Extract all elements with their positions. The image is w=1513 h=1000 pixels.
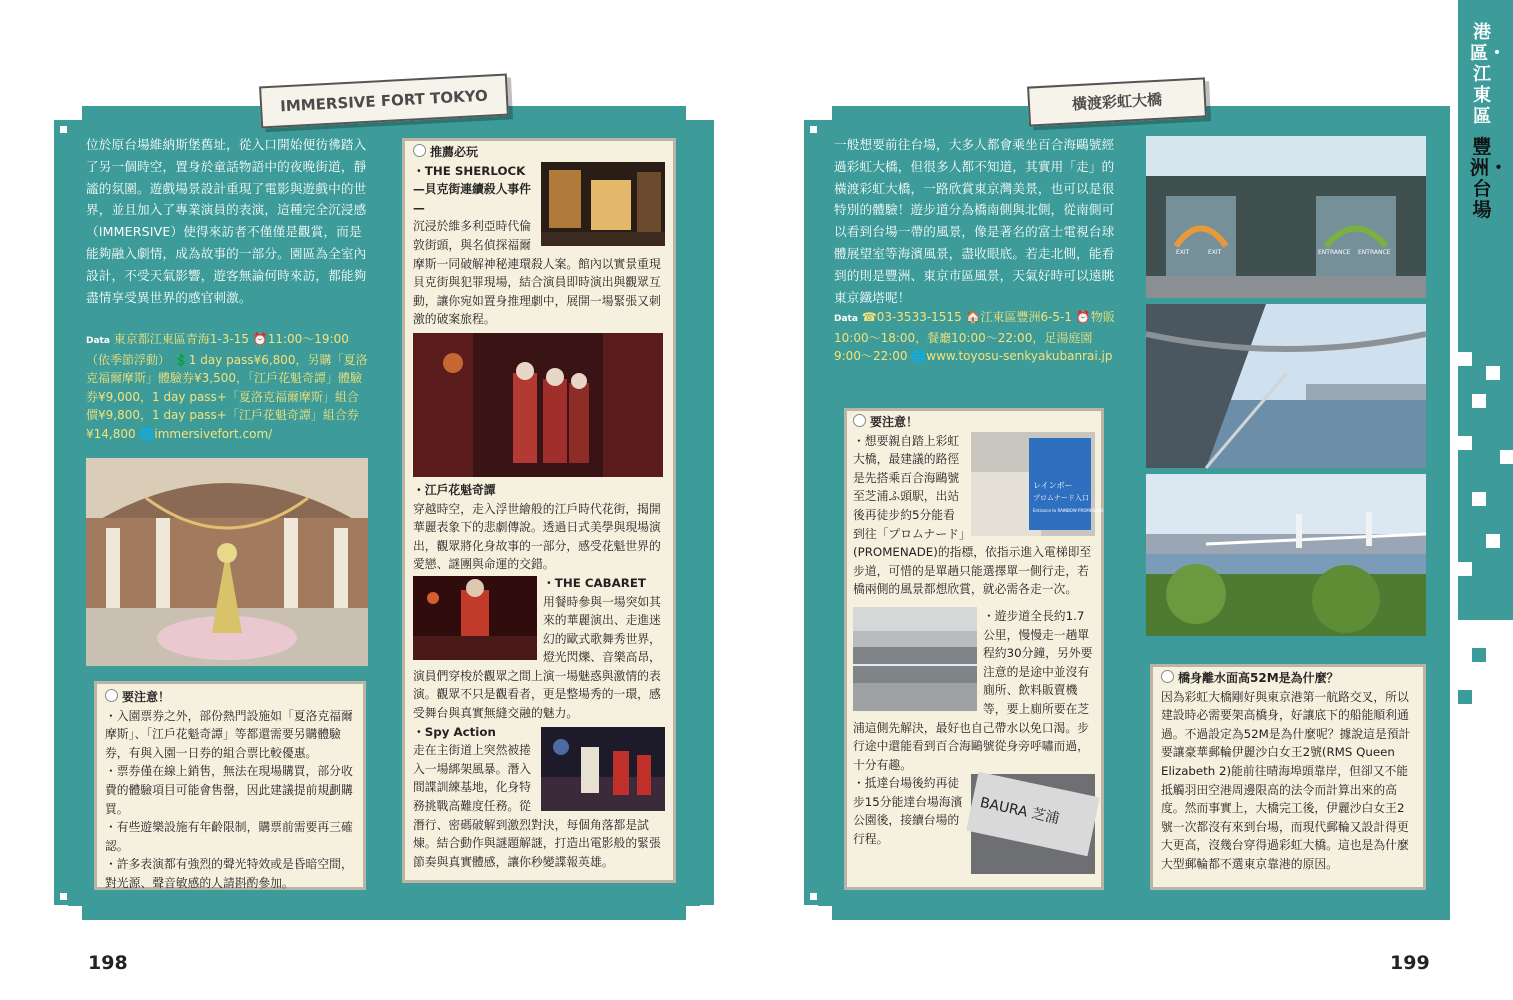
bullet-dot-icon (105, 689, 118, 702)
bullet-dot-icon (1161, 670, 1174, 683)
recommend-item-name: ・江戶花魁奇譚 (413, 482, 496, 497)
recommend-item-text: 走在主街道上突然被捲入一場綁架風暴。潛入間諜訓練基地，化身特務挑戰高難度任務。從潛行、密碼破解到激烈對決，每個角落都是試煉。結合動作與謎題解謎，打造出電影般的緊張節奏與真實體感，讓你秒變諜報英雄。 (413, 743, 661, 869)
left-notice-card (94, 681, 366, 890)
pixel-decor (1472, 492, 1486, 506)
promenade-entrance-photo (1146, 136, 1426, 298)
right-title-tag: 橫渡彩虹大橋 (1027, 77, 1207, 126)
pixel-decor (1486, 366, 1500, 380)
door-label: EXIT (1208, 249, 1222, 256)
pixel-decor (700, 120, 714, 905)
promenade-sign-illustration (971, 432, 1104, 536)
pixel-decor (1458, 620, 1513, 1000)
bullet-dot-icon (853, 414, 866, 427)
pixel-decor (686, 906, 700, 920)
pixel-decor (818, 106, 832, 120)
walkway-photo (853, 607, 977, 711)
notice-item: ・許多表演都有強烈的聲光特效或是昏暗空間，對光源、聲音敏感的人請斟酌參加。 (105, 857, 353, 890)
spy-action-photo (541, 727, 665, 811)
station-sign-text: BAURA 芝浦 (978, 795, 1061, 828)
left-title-tag: IMMERSIVE FORT TOKYO (259, 74, 509, 129)
notice-item: ・想要親自踏上彩虹大橋，最建議的路徑是先搭乘百合海鷗號至芝浦ふ頭駅，出站後再徒步約5分能看到往「プロムナード」(PROMENADE)的指標，依指示進入電梯即至步道，可惜的是單趟只能選擇單一側行走，若橋兩側的風景都想欣賞，就必需各走一次。 (853, 433, 1092, 597)
side-line1: 港區・江東區 (1470, 22, 1506, 127)
bridge-walkway-photo (1146, 304, 1426, 468)
immersive-fort-hall-photo (86, 458, 368, 666)
right-page-number: 199 (1390, 952, 1430, 974)
sign-line1: レインボー (1033, 480, 1073, 490)
notice-item: ・抵達台場後約再徒步15分能達台場海濱公園後，接續台場的行程。 (853, 776, 963, 847)
sherlock-photo (541, 162, 665, 246)
pixel-decor (818, 906, 832, 920)
oiran-illustration (413, 333, 663, 477)
recommend-item-name: ・Spy Action (413, 724, 496, 739)
pixel-decor (810, 126, 817, 133)
left-data-block (86, 330, 368, 443)
recommend-item-name: ・THE CABARET (543, 575, 646, 590)
oiran-photo (413, 333, 663, 477)
door-label: EXIT (1176, 249, 1190, 256)
right-data-text: ☎03-3533-1515 🏠江東區豐洲6-5-1 ⏰物販10:00～18:00，餐廳10:00～22:00，足湯庭園9:00～22:00 🌐www.toyosu-senkyakubanrai.jp (834, 310, 1115, 363)
side-chapter-text (1470, 22, 1509, 221)
recommend-item-text: 穿越時空，走入浮世繪般的江戶時代花街，揭開華麗表象下的悲劇傳說。透過日式美學與現場演出，觀眾將化身故事的一部分，感受花魁世界的愛戀、謎團與命運的交錯。 (413, 501, 661, 572)
side-line2: 豐洲・台場 (1470, 136, 1509, 221)
sherlock-illustration (541, 162, 665, 246)
pixel-decor (68, 906, 82, 920)
shibaura-station-photo (971, 774, 1095, 874)
recommend-item-name: ・THE SHERLOCK—貝克街連續殺人事件— (413, 163, 531, 215)
right-notice-card (844, 408, 1104, 890)
pixel-decor (1458, 562, 1472, 576)
data-label: Data (834, 310, 858, 329)
notice-item: ・票券僅在線上銷售，無法在現場購買，部分收費的體驗項目可能會售罄，因此建議提前規劃購買。 (105, 764, 353, 816)
cabaret-photo (413, 576, 537, 660)
pixel-decor (1486, 534, 1500, 548)
notice-item: ・有些遊樂設施有年齡限制，購票前需要再三確認。 (105, 820, 353, 853)
bullet-dot-icon (413, 144, 426, 157)
left-data-text: 東京都江東區青海1-3-15 ⏰11:00～19:00（依季節浮動） 💲1 day pass¥6,800，另購「夏洛克福爾摩斯」體驗券¥3,500，「江戶花魁奇譚」體驗券¥9,000，1 day pass+「夏洛克福爾摩斯」組合價¥9,800，1 day pass+「江戶花魁奇譚」組合券¥14,800 🌐immersivefort.com/ (86, 332, 368, 441)
why-text: 因為彩虹大橋剛好與東京港第一航路交叉，所以建設時必需要架高橋身，好讓底下的船能順利通過。不過設定為52M是為什麼呢？據說這是預計要讓豪華郵輪伊麗沙白女王2號(RMS Queen Elizabeth 2)能前往晴海埠頭靠岸，但卻又不能抵觸羽田空港周邊限高的法令而計算出來的高度。然而事實上，大橋完工後，伊麗沙白女王2號一次都沒有來到台場，而現代郵輪又設計得更大更高，沒幾台穿得過彩虹大橋。這也是為什麼大型郵輪都不選東京靠港的原因。 (1161, 689, 1411, 871)
rainbow-bridge-illustration (1146, 474, 1426, 636)
door-label: ENTRANCE (1318, 249, 1351, 256)
left-page-number: 198 (88, 952, 128, 974)
recommend-item-text: 沉浸於維多利亞時代倫敦街頭，與名偵探福爾摩斯一同破解神秘連環殺人案。館內以實景重現貝克街與犯罪現場，結合演員即時演出與觀眾互動，讓你宛如置身推理劇中，展開一場緊張又刺激的破案旅程。 (413, 219, 661, 327)
cabaret-illustration (413, 576, 537, 660)
pixel-decor (60, 893, 67, 900)
data-label: Data (86, 332, 110, 351)
notice-title: 要注意！ (105, 688, 355, 707)
sign-line3: Entrance to RAINBOW PROMENADE (1033, 507, 1104, 513)
notice-item: ・遊步道全長約1.7公里，慢慢走一趟單程約30分鐘，另外要注意的是途中並沒有廁所、飲料販賣機等，要上廁所要在芝浦這側先解決，最好也自己帶水以免口渴。步行途中還能看到百合海鷗號從身旁呼嘯而過，十分有趣。 (853, 608, 1093, 772)
why-52m-card (1150, 664, 1426, 890)
left-intro-text: 位於原台場維納斯堡舊址，從入口開始便彷彿踏入了另一個時空，置身於童話物語中的夜晚街道，靜謐的氛圍。遊戲場景設計重現了電影與遊戲中的世界，並且加入了專業演員的表演，這種完全沉浸感（IMMERSIVE）使得來訪者不僅僅是觀賞，而是能夠融入劇情，成為故事的一部分。園區為全室內設計，不受天氣影響，遊客無論何時來訪，都能夠盡情享受異世界的感官刺激。 (86, 137, 367, 305)
notice-item: ・入園票券之外，部份熱門設施如「夏洛克福爾摩斯」、「江戶花魁奇譚」等都還需要另購體驗券，有與入園一日券的組合票比較優惠。 (105, 708, 353, 760)
pixel-decor (1458, 436, 1472, 450)
spy-action-illustration (541, 727, 665, 811)
right-intro-text: 一般想要前往台場，大多人都會乘坐百合海鷗號經過彩虹大橋，但很多人都不知道，其實用「走」的橫渡彩虹大橋，一路欣賞東京灣美景，也可以是很特別的體驗！遊步道分為橋南側與北側，從南側可以看到台場一帶的風景，像是著名的富士電視台球體展望室等海濱風景，盡收眼底。若走北側，能看到的則是豐洲、東京市區風景，天氣好時可以遠眺東京鐵塔呢！ (834, 137, 1115, 305)
sign-line2: プロムナード入口 (1033, 493, 1089, 502)
entrance-illustration (1146, 136, 1426, 298)
pixel-decor (1472, 394, 1486, 408)
pixel-decor (1500, 450, 1513, 464)
pixel-decor (54, 120, 68, 905)
promenade-sign-photo (971, 432, 1104, 536)
pixel-decor (1458, 690, 1472, 704)
recommend-card (402, 138, 676, 883)
bridge-walkway-illustration (1146, 304, 1426, 468)
pixel-decor (686, 106, 700, 120)
why-title: 橋身離水面高52M是為什麼？ (1161, 669, 1415, 688)
recommend-title: 推薦必玩 (413, 143, 665, 162)
walkway-illustration (853, 607, 977, 711)
pixel-decor (1472, 648, 1486, 662)
pixel-decor (68, 106, 82, 120)
pixel-decor (1458, 352, 1472, 366)
rainbow-bridge-view-photo (1146, 474, 1426, 636)
recommend-item-text: 用餐時參與一場突如其來的華麗演出、走進迷幻的歐式歌舞秀世界，燈光閃爍、音樂高昂，演員們穿梭於觀眾之間上演一場魅惑與激情的表演。觀眾不只是觀看者，更是整場秀的一環，感受舞台與真實無縫交融的魅力。 (413, 594, 661, 721)
door-label: ENTRANCE (1358, 249, 1391, 256)
pixel-decor (60, 126, 67, 133)
right-data-block (834, 308, 1116, 366)
pixel-decor (804, 120, 818, 905)
hall-illustration (86, 458, 368, 666)
notice-title: 要注意！ (853, 413, 1095, 432)
pixel-decor (810, 893, 817, 900)
shibaura-station-illustration (971, 774, 1095, 874)
